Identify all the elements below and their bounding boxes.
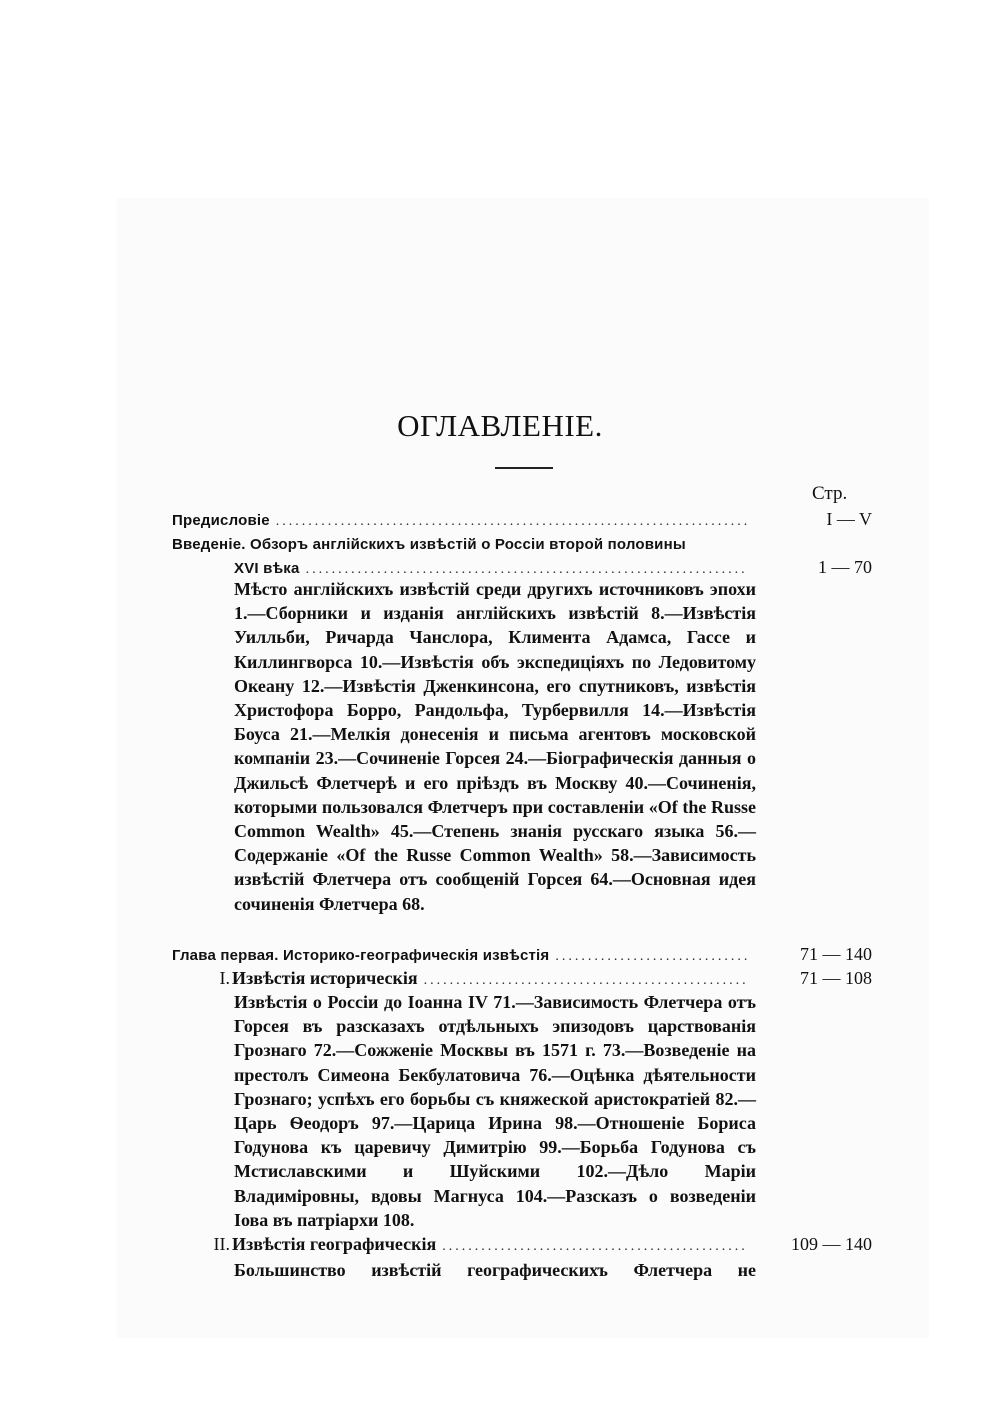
toc-entry-label: Введеніе. Обзоръ англійскихъ извѣстій о Россіи второй половины [172, 536, 686, 553]
toc-entry-label: Извѣстія историческія [232, 968, 418, 988]
title-rule [495, 467, 553, 469]
toc-entry-preface[interactable] [172, 507, 872, 531]
toc-entry-introduction-cont[interactable] [234, 555, 872, 579]
toc-entry-pages: 71 — 108 [800, 968, 872, 988]
toc-entry-section-2[interactable] [170, 1232, 872, 1256]
toc-entry-pages: 71 — 140 [800, 944, 872, 964]
toc-entry-introduction[interactable] [172, 531, 872, 555]
toc-entry-section-1[interactable] [170, 966, 872, 990]
toc-entry-label: Извѣстія географическія [232, 1234, 437, 1254]
toc-entry-pages: 109 — 140 [791, 1234, 872, 1254]
toc-entry-label: XVI вѣка [234, 560, 300, 577]
toc-entry-pages: 1 — 70 [818, 557, 872, 577]
toc-entry-label: Глава первая. Историко-географическія извѣстія [172, 947, 550, 964]
introduction-summary: Мѣсто англійскихъ извѣстій среди другихъ источниковъ эпохи 1.—Сборники и изданія англійскихъ извѣстій 8.—Извѣстія Уилльби, Ричарда Чанслора, Климента Адамса, Гассе и Киллингворса 10.—Извѣстія объ экспедиціяхъ по Ледовитому Океану 12.—Извѣстія Дженкинсона, его спутниковъ, извѣстія Христофора Борро, Рандольфа, Турбервилля 14.—Извѣстія Боуса 21.—Мелкія донесенія и письма агентовъ московской компаніи 23.—Сочиненіе Горсея 24.—Біографическія данныя о Джильсѣ Флетчерѣ и его пріѣздъ въ Москву 40.—Сочиненія, которыми пользовался Флетчеръ при составленіи «Of the Russe Common Wealth» 45.—Степень знанія русскаго языка 56.—Содержаніе «Of the Russe Common Wealth» 58.—Зависимость извѣстій Флетчера отъ сообщеній Горсея 64.—Основная идея сочиненія Флетчера 68. [234, 579, 756, 914]
historical-summary: Извѣстія о Россіи до Іоанна IV 71.—Зависимость Флетчера отъ Горсея въ разсказахъ отдѣльныхъ эпизодовъ царствованія Грознаго 72.—Сожженіе Москвы въ 1571 г. 73.—Возведеніе на престолъ Симеона Бекбулатовича 76.—Оцѣнка дѣятельности Грознаго; успѣхъ его борьбы съ княжеской аристократіей 82.—Царь Ѳеодоръ 97.—Царица Ирина 98.—Отношеніе Бориса Годунова къ царевичу Димитрію 99.—Борьба Годунова съ Мстиславскими и Шуйскими 102.—Дѣло Маріи Владиміровны, вдовы Магнуса 104.—Разсказъ о возведеніи Іова въ патріархи 108. [234, 992, 756, 1230]
toc-entry-pages: I — V [826, 509, 872, 529]
toc-entry-label: Предисловіе [172, 512, 270, 529]
leader-dots [442, 1235, 748, 1259]
geographic-summary: Большинство извѣстій географическихъ Флетчера не [234, 1260, 756, 1280]
page-column-label: Стр. [812, 483, 848, 504]
toc-entry-chapter-1[interactable] [172, 942, 872, 966]
page-title: ОГЛАВЛЕНІЕ. [397, 408, 603, 443]
section-numeral: II. [213, 1234, 230, 1254]
section-numeral: I. [219, 968, 230, 988]
